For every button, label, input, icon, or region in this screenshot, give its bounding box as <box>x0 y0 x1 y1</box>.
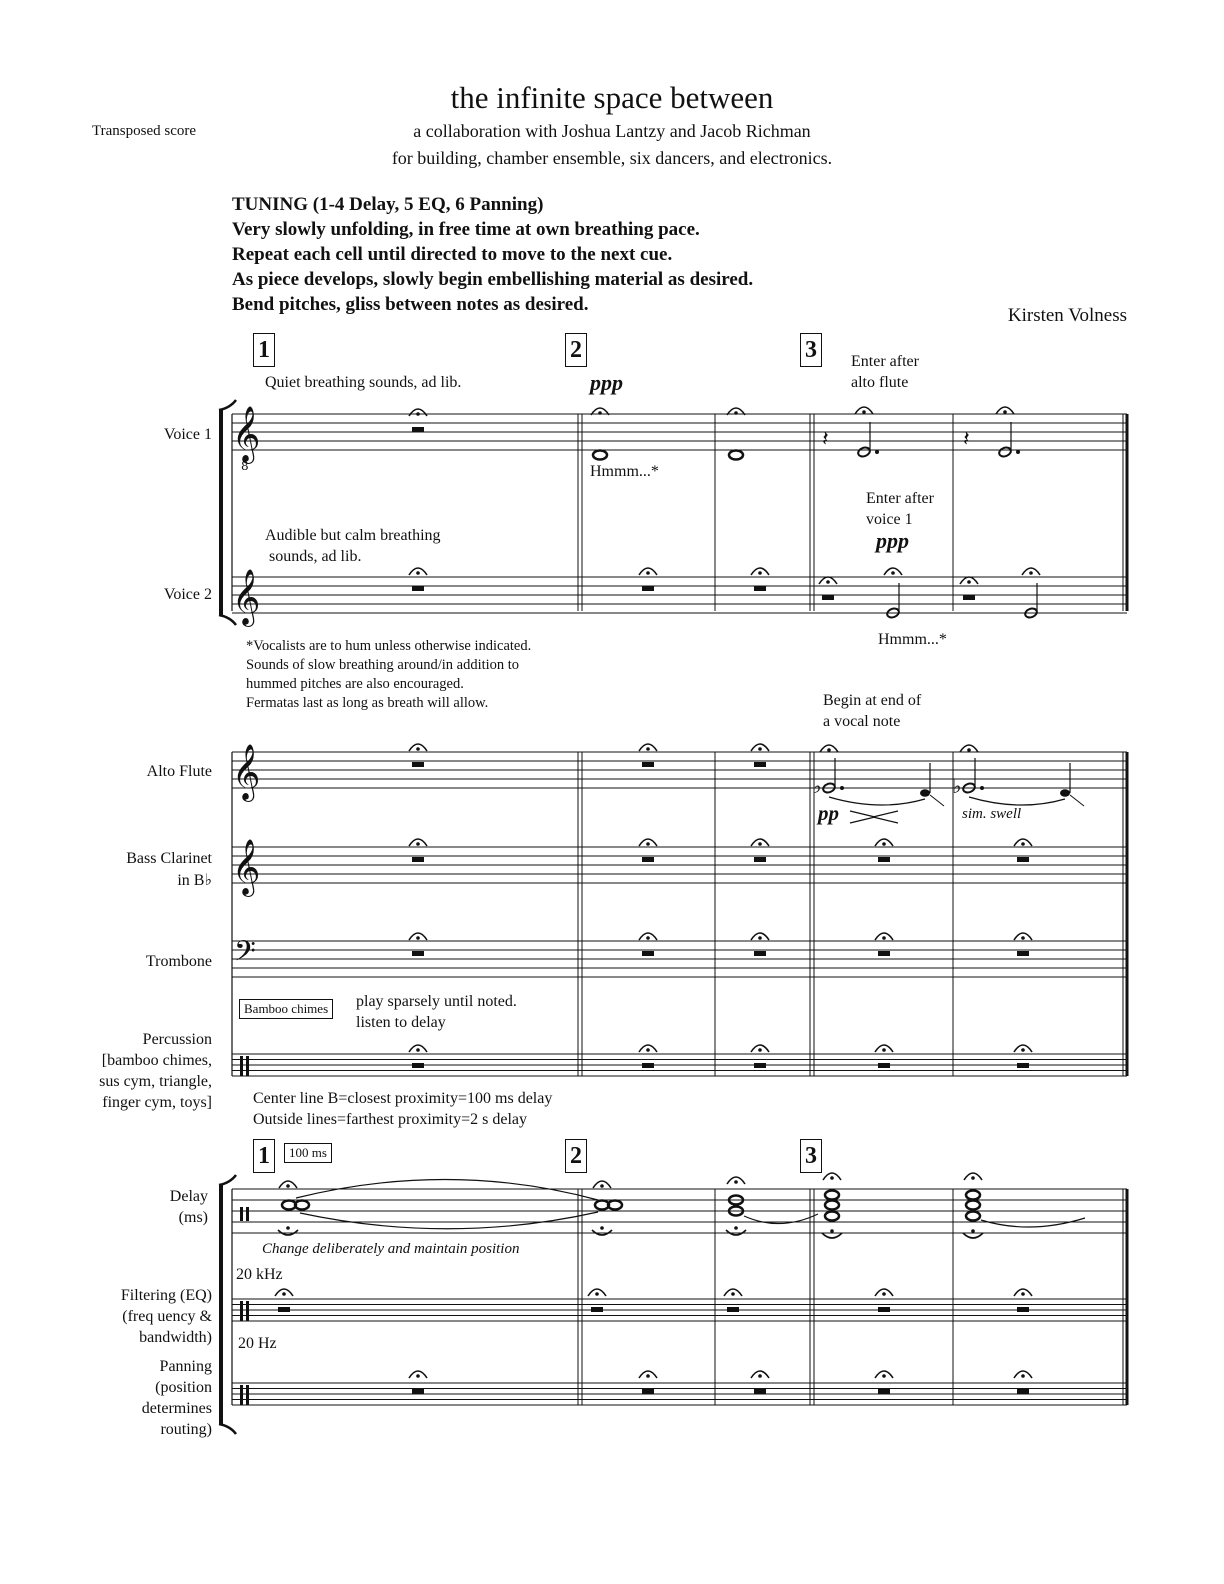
label-alto-flute: Alto Flute <box>146 763 212 780</box>
label-delay: Delay <box>169 1188 208 1205</box>
fermata-dot-icon <box>646 842 650 846</box>
quarter-rest-icon: 𝄽 <box>963 427 970 452</box>
annotation-20khz: 20 kHz <box>236 1266 283 1283</box>
subtitle-instrumentation: for building, chamber ensemble, six dancers, and electronics. <box>391 148 833 168</box>
flat-icon: ♭ <box>952 774 962 798</box>
neutral-clef-panning-icon <box>240 1385 243 1405</box>
fermata-dot-icon <box>1021 936 1025 940</box>
rehearsal-mark-3-electronics: 3 <box>800 1139 822 1173</box>
neutral-clef-filtering-icon <box>246 1301 249 1321</box>
label-panning: Panning <box>159 1358 212 1375</box>
label-panning-2: (position <box>155 1379 212 1396</box>
instruction-embellish: As piece develops, slowly begin embellishing material as desired. <box>232 269 754 290</box>
label-percussion-2: [bamboo chimes, <box>101 1052 212 1069</box>
whole-rest-icon <box>591 1307 603 1312</box>
dot-icon <box>875 450 879 454</box>
flat-icon: ♭ <box>812 774 822 798</box>
annotation-100ms-box: 100 ms <box>284 1143 332 1163</box>
dynamic-ppp-voice2: ppp <box>876 528 909 553</box>
annotation-listen-delay: listen to delay <box>356 1014 446 1031</box>
gliss-icon <box>930 795 944 806</box>
whole-rest-icon <box>754 762 766 767</box>
fermata-dot-icon <box>891 571 895 575</box>
label-filtering: Filtering (EQ) <box>120 1287 212 1304</box>
fermata-dot-icon <box>826 580 830 584</box>
fermata-dot-icon <box>286 1184 290 1188</box>
label-percussion-3: sus cym, triangle, <box>99 1073 212 1090</box>
dynamic-ppp-voice1: ppp <box>590 370 623 395</box>
annotation-bamboo-chimes-box: Bamboo chimes <box>239 999 333 1019</box>
rehearsal-mark-1: 1 <box>253 333 275 367</box>
whole-rest-icon <box>754 1063 766 1068</box>
annotation-hmmm-voice1: Hmmm...* <box>590 463 659 480</box>
bracket-electronics-bottom <box>219 1424 236 1434</box>
annotation-outside-lines: Outside lines=farthest proximity=2 s delay <box>253 1111 527 1128</box>
delay-note <box>966 1201 980 1210</box>
whole-rest-icon <box>412 1063 424 1068</box>
fermata-dot-icon <box>758 747 762 751</box>
label-percussion: Percussion <box>142 1031 212 1048</box>
fermata-dot-icon <box>1021 842 1025 846</box>
whole-rest-icon <box>642 857 654 862</box>
rehearsal-mark-2-electronics: 2 <box>565 1139 587 1173</box>
neutral-clef-filtering-icon <box>240 1301 243 1321</box>
fermata-dot-icon <box>416 412 420 416</box>
fermata-dot-icon <box>827 748 831 752</box>
annotation-audible-1: Audible but calm breathing <box>265 527 441 544</box>
subtitle-collaboration: a collaboration with Joshua Lantzy and Jacob Richman <box>413 121 811 141</box>
instruction-tempo: Very slowly unfolding, in free time at own breathing pace. <box>232 219 700 240</box>
whole-rest-icon <box>754 1389 766 1394</box>
octave-8-icon: 8 <box>241 459 249 473</box>
fermata-dot-icon <box>758 1374 762 1378</box>
label-voice-1: Voice 1 <box>163 426 212 443</box>
quarter-rest-icon: 𝄽 <box>822 427 829 452</box>
whole-rest-icon <box>1017 951 1029 956</box>
annotation-begin-end-2: a vocal note <box>823 713 901 730</box>
annotation-play-sparsely: play sparsely until noted. <box>356 993 517 1010</box>
fermata-dot-icon <box>646 1374 650 1378</box>
neutral-clef-panning-icon <box>246 1385 249 1405</box>
fermata-dot-icon <box>830 1176 834 1180</box>
tie-delay-bottom <box>300 1212 598 1229</box>
rehearsal-mark-1-electronics: 1 <box>253 1139 275 1173</box>
tie-delay <box>981 1218 1085 1227</box>
annotation-enter-after-v1-2: voice 1 <box>866 511 913 528</box>
annotation-hmmm-voice2: Hmmm...* <box>878 631 947 648</box>
whole-rest-icon <box>412 1389 424 1394</box>
label-bass-clarinet: Bass Clarinet <box>126 850 212 867</box>
annotation-audible-2: sounds, ad lib. <box>269 548 362 565</box>
rehearsal-mark-2: 2 <box>565 333 587 367</box>
whole-rest-icon <box>754 586 766 591</box>
percussion-clef-icon <box>240 1056 243 1076</box>
whole-rest-icon <box>412 427 424 432</box>
fermata-dot-icon <box>882 842 886 846</box>
fermata-dot-icon <box>971 1176 975 1180</box>
bass-clef-icon: 𝄢 <box>234 935 256 975</box>
tie-icon <box>829 797 925 805</box>
neutral-clef-delay-icon <box>246 1207 249 1221</box>
fermata-dot-icon <box>646 936 650 940</box>
whole-rest-icon <box>642 586 654 591</box>
footnote-line-1: *Vocalists are to hum unless otherwise indicated. <box>246 638 532 654</box>
whole-rest-icon <box>278 1307 290 1312</box>
instruction-tuning: TUNING (1-4 Delay, 5 EQ, 6 Panning) <box>232 194 544 215</box>
fermata-dot-icon <box>734 411 738 415</box>
delay-note <box>825 1191 839 1200</box>
dot-icon <box>840 786 844 790</box>
treble-clef-icon: 𝄞 <box>232 839 261 895</box>
whole-rest-icon <box>412 586 424 591</box>
whole-rest-icon <box>412 857 424 862</box>
label-bass-clarinet-key: in B♭ <box>177 872 212 889</box>
footnote-line-3: hummed pitches are also encouraged. <box>246 676 464 692</box>
fermata-dot-icon <box>967 748 971 752</box>
decrescendo-hairpin-icon <box>873 811 898 823</box>
score-type-label: Transposed score <box>92 123 197 139</box>
fermata-dot-icon <box>1021 1292 1025 1296</box>
fermata-dot-icon <box>731 1292 735 1296</box>
label-voice-2: Voice 2 <box>163 586 212 603</box>
fermata-dot-icon <box>416 1048 420 1052</box>
whole-rest-icon <box>878 951 890 956</box>
whole-note-voice1 <box>729 451 743 460</box>
quarter-note-flute <box>1060 789 1070 797</box>
dot-icon <box>980 786 984 790</box>
delay-note <box>825 1201 839 1210</box>
fermata-dot-icon <box>758 1048 762 1052</box>
whole-rest-icon <box>1017 1063 1029 1068</box>
fermata-dot-icon <box>416 571 420 575</box>
whole-rest-icon <box>1017 857 1029 862</box>
label-filtering-3: bandwidth) <box>139 1329 212 1346</box>
label-trombone: Trombone <box>145 953 212 970</box>
fermata-dot-icon <box>758 936 762 940</box>
annotation-20hz: 20 Hz <box>238 1335 277 1352</box>
score-title: the infinite space between <box>450 80 774 115</box>
annotation-enter-after-1: Enter after <box>851 353 919 370</box>
fermata-dot-icon <box>882 1048 886 1052</box>
annotation-enter-after-v1-1: Enter after <box>866 490 934 507</box>
label-panning-4: routing) <box>160 1421 212 1438</box>
composer-name: Kirsten Volness <box>1007 305 1127 326</box>
fermata-dot-icon <box>598 411 602 415</box>
fermata-dot-icon <box>595 1292 599 1296</box>
whole-rest-icon <box>878 1307 890 1312</box>
delay-note <box>825 1212 839 1221</box>
fermata-dot-icon <box>646 747 650 751</box>
fermata-dot-icon <box>600 1226 604 1230</box>
label-delay-units: (ms) <box>178 1209 208 1226</box>
tie-delay-top <box>296 1179 598 1200</box>
fermata-dot-icon <box>862 410 866 414</box>
fermata-dot-icon <box>1003 410 1007 414</box>
dynamic-pp-flute: pp <box>818 801 839 825</box>
dot-icon <box>1016 450 1020 454</box>
delay-note <box>966 1191 980 1200</box>
fermata-dot-icon <box>734 1180 738 1184</box>
fermata-dot-icon <box>416 747 420 751</box>
bracket-electronics-top <box>219 1175 236 1185</box>
fermata-below-icon <box>822 1233 842 1238</box>
fermata-dot-icon <box>646 1048 650 1052</box>
footnote-line-2: Sounds of slow breathing around/in addition to <box>246 657 520 673</box>
annotation-change-deliberately: Change deliberately and maintain position <box>262 1241 520 1257</box>
fermata-dot-icon <box>646 571 650 575</box>
label-filtering-2: (freq uency & <box>122 1308 212 1325</box>
fermata-dot-icon <box>830 1229 834 1233</box>
whole-rest-icon <box>642 1063 654 1068</box>
dotted-half-note-voice1 <box>998 446 1012 458</box>
whole-rest-icon <box>878 857 890 862</box>
fermata-dot-icon <box>758 842 762 846</box>
neutral-clef-delay-icon <box>240 1207 243 1221</box>
instruction-repeat: Repeat each cell until directed to move to the next cue. <box>232 244 673 265</box>
fermata-dot-icon <box>282 1292 286 1296</box>
half-rest-icon <box>963 595 975 600</box>
whole-rest-icon <box>642 951 654 956</box>
fermata-dot-icon <box>416 1374 420 1378</box>
whole-rest-icon <box>878 1063 890 1068</box>
instruction-bend: Bend pitches, gliss between notes as desired. <box>232 294 589 315</box>
whole-rest-icon <box>642 1389 654 1394</box>
delay-note <box>966 1212 980 1221</box>
whole-rest-icon <box>727 1307 739 1312</box>
dotted-half-note-voice1 <box>857 446 871 458</box>
treble-clef-icon: 𝄞 <box>232 406 261 462</box>
crescendo-hairpin-icon <box>850 811 875 823</box>
percussion-clef-icon <box>246 1056 249 1076</box>
fermata-dot-icon <box>882 936 886 940</box>
fermata-dot-icon <box>734 1226 738 1230</box>
footnote-line-4: Fermatas last as long as breath will allow. <box>246 695 489 711</box>
fermata-dot-icon <box>286 1226 290 1230</box>
whole-rest-icon <box>642 762 654 767</box>
tie-icon <box>969 797 1065 805</box>
annotation-begin-end-1: Begin at end of <box>823 692 922 709</box>
fermata-dot-icon <box>1029 571 1033 575</box>
fermata-dot-icon <box>416 842 420 846</box>
fermata-dot-icon <box>967 580 971 584</box>
whole-rest-icon <box>878 1389 890 1394</box>
treble-clef-icon: 𝄞 <box>232 744 261 800</box>
whole-rest-icon <box>1017 1307 1029 1312</box>
fermata-dot-icon <box>416 936 420 940</box>
fermata-dot-icon <box>1021 1048 1025 1052</box>
fermata-below-icon <box>963 1233 983 1238</box>
fermata-dot-icon <box>1021 1374 1025 1378</box>
gliss-icon <box>1070 795 1084 806</box>
fermata-dot-icon <box>758 571 762 575</box>
label-percussion-4: finger cym, toys] <box>102 1094 212 1111</box>
label-panning-3: determines <box>141 1400 212 1417</box>
fermata-dot-icon <box>882 1292 886 1296</box>
whole-note-voice1 <box>593 451 607 460</box>
rehearsal-mark-3: 3 <box>800 333 822 367</box>
annotation-quiet-breathing: Quiet breathing sounds, ad lib. <box>265 374 462 391</box>
whole-rest-icon <box>754 951 766 956</box>
quarter-note-flute <box>920 789 930 797</box>
whole-rest-icon <box>412 762 424 767</box>
fermata-dot-icon <box>600 1184 604 1188</box>
half-rest-icon <box>822 595 834 600</box>
whole-rest-icon <box>1017 1389 1029 1394</box>
treble-clef-icon: 𝄞 <box>232 569 261 625</box>
annotation-center-line: Center line B=closest proximity=100 ms delay <box>253 1090 553 1107</box>
annotation-enter-after-2: alto flute <box>851 374 909 391</box>
whole-rest-icon <box>754 857 766 862</box>
fermata-dot-icon <box>971 1229 975 1233</box>
whole-rest-icon <box>412 951 424 956</box>
fermata-dot-icon <box>882 1374 886 1378</box>
annotation-sim-swell: sim. swell <box>962 806 1022 822</box>
